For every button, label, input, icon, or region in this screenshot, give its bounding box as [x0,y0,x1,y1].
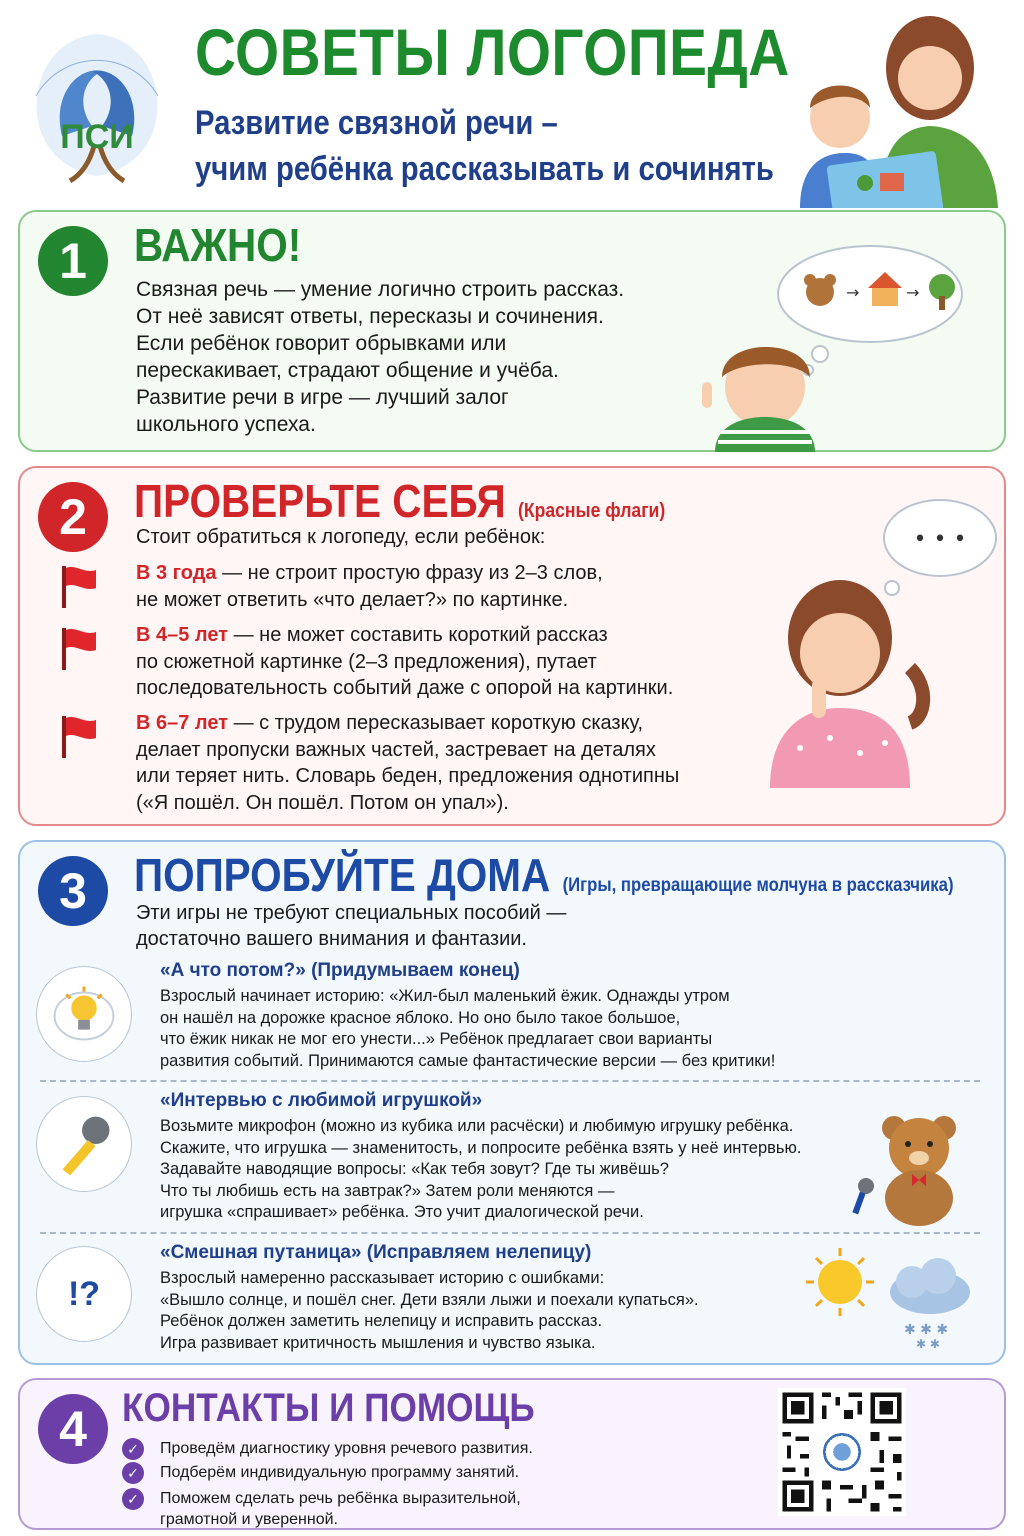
check-icon: ✓ [122,1438,144,1460]
check-icon: ✓ [122,1462,144,1484]
page-header [0,0,1024,205]
text-line: что ёжик никак не мог его унести...» Ребёнок предлагает свои варианты [160,1030,713,1048]
red-flag-icon [58,714,98,760]
microphone-icon [36,1096,132,1192]
subtitle-line: учим ребёнка рассказывать и сочинять [195,150,774,188]
age-label: В 3 года [136,562,217,584]
qr-code[interactable] [778,1388,906,1516]
text-line: Возьмите микрофон (можно из кубика или расчёски) и любимую игрушку ребёнка. [160,1117,794,1135]
center-logo [22,26,172,196]
subtitle-line: Развитие связной речи – [195,104,558,142]
item-text: по сюжетной картинке (2–3 предложения), путает [136,650,597,673]
age-label: В 6–7 лет [136,712,229,734]
red-flag-item [136,622,736,702]
contact-item [160,1462,620,1483]
section-number: 2 [38,482,108,552]
text-line: Связная речь — умение логично строить рассказ. [136,278,625,301]
section-number: 4 [38,1394,108,1464]
lightbulb-icon [36,966,132,1062]
section-heading-note: (Игры, превращающие молчуна в рассказчика) [562,875,954,896]
section-intro: Стоит обратиться к логопеду, если ребёнок: [136,526,546,548]
age-label: В 4–5 лет [136,624,229,646]
text-line: Скажите, что игрушка — знаменитость, и попросите ребёнка взять у неё интервью. [160,1138,802,1157]
section-heading-note: (Красные флаги) [517,500,666,522]
contact-item [160,1438,620,1459]
text-line: Если ребёнок говорит обрывками или [136,332,507,355]
game-text [160,1116,880,1224]
girl-thinking-illustration [760,488,1000,788]
section-heading: ВАЖНО! [134,219,302,271]
item-text: — с трудом пересказывает короткую сказку, [228,712,644,734]
exclamation-question-icon: !? [36,1246,132,1342]
text-line: Подберём индивидуальную программу занятий. [160,1464,520,1481]
contact-item [160,1488,620,1530]
text-line: Ребёнок должен заметить нелепицу и исправить рассказ. [160,1312,603,1330]
check-icon: ✓ [122,1488,144,1510]
text-line: Взрослый намеренно рассказывает историю с ошибками: [160,1269,605,1287]
item-text: или теряет нить. Словарь беден, предложения однотипны [136,765,680,787]
section-heading-text: ПРОВЕРЬТЕ СЕБЯ [134,475,506,527]
section-heading [134,474,665,528]
sun-and-snow-cloud-illustration [800,1242,980,1352]
teddy-bear-illustration [852,1108,972,1228]
text-line: развития событий. Принимаются самые фантастические версии — без критики! [160,1051,776,1070]
text-line: Взрослый начинает историю: «Жил-был маленький ёжик. Однажды утром [160,987,730,1005]
text-line: он нашёл на дорожке красное яблоко. Но оно было такое большое, [160,1008,681,1027]
section-important [18,210,1006,452]
game-card [20,954,1004,1074]
section-number: 3 [38,856,108,926]
game-title: «Интервью с любимой игрушкой» [160,1090,483,1111]
svg-text:ПСИ: ПСИ [60,118,134,156]
text-line: школьного успеха. [136,413,316,436]
text-line: Что ты любишь есть на завтрак?» Затем роли меняются — [160,1181,615,1200]
text-line: перескакивает, страдают общение и учёба. [136,359,559,382]
svg-text:✱ ✱ ✱: ✱ ✱ ✱ [904,1322,949,1338]
dashed-divider [40,1232,980,1234]
item-text: («Я пошёл. Он пошёл. Потом он упал»). [136,791,509,814]
svg-text:✱ ✱: ✱ ✱ [916,1337,940,1351]
svg-text:→: → [846,283,860,302]
red-flag-icon [58,564,98,610]
item-text: — не строит простую фразу из 2–3 слов, [216,562,603,584]
section-check-yourself [18,466,1006,826]
game-title: «Смешная путаница» (Исправляем нелепицу) [160,1242,592,1263]
item-text: последовательность событий даже с опорой на картинки. [136,677,674,699]
red-flag-icon [58,626,98,672]
red-flag-item [136,560,736,613]
section-try-at-home [18,840,1006,1365]
text-line: Задавайте наводящие вопросы: «Как тебя зовут? Где ты живёшь? [160,1160,669,1178]
text-line: игрушка «спрашивает» ребёнка. Это учит диалогической речи. [160,1203,644,1221]
section-heading [134,848,954,902]
game-card [20,1236,1004,1362]
text-line: Игра развивает критичность мышления и чувство языка. [160,1333,596,1352]
text-line: Поможем сделать речь ребёнка выразительной, [160,1490,521,1507]
text-line: Эти игры не требуют специальных пособий — [136,902,567,924]
page-title: СОВЕТЫ ЛОГОПЕДА [195,15,790,89]
section-intro [136,900,566,952]
page-subtitle [195,100,774,192]
svg-text:→: → [906,283,920,302]
thought-dots: • • • [913,527,967,552]
game-title: «А что потом?» (Придумываем конец) [160,960,520,981]
game-card [20,1084,1004,1230]
section-number: 1 [38,226,108,296]
text-line: Проведём диагностику уровня речевого развития. [160,1440,533,1457]
text-line: Развитие речи в игре — лучший залог [136,386,509,409]
section-contacts [18,1378,1006,1530]
text-line: «Вышло солнце, и пошёл снег. Дети взяли лыжи и поехали купаться». [160,1290,699,1309]
mother-child-reading-illustration [770,8,1010,208]
dashed-divider [40,1080,980,1082]
game-text [160,986,880,1072]
section-heading: КОНТАКТЫ И ПОМОЩЬ [122,1386,535,1430]
boy-thinking-illustration [660,232,1000,452]
text-line: достаточно вашего внимания и фантазии. [136,928,527,950]
red-flag-item [136,710,736,816]
item-text: не может ответить «что делает?» по картинке. [136,588,569,611]
section-heading-text: ПОПРОБУЙТЕ ДОМА [134,849,551,901]
text-line: грамотной и уверенной. [160,1511,338,1528]
item-text: — не может составить короткий рассказ [228,624,608,646]
item-text: делает пропуски важных частей, застревает на деталях [136,738,656,761]
text-line: От неё зависят ответы, пересказы и сочинения. [136,305,604,328]
game-text [160,1268,880,1354]
